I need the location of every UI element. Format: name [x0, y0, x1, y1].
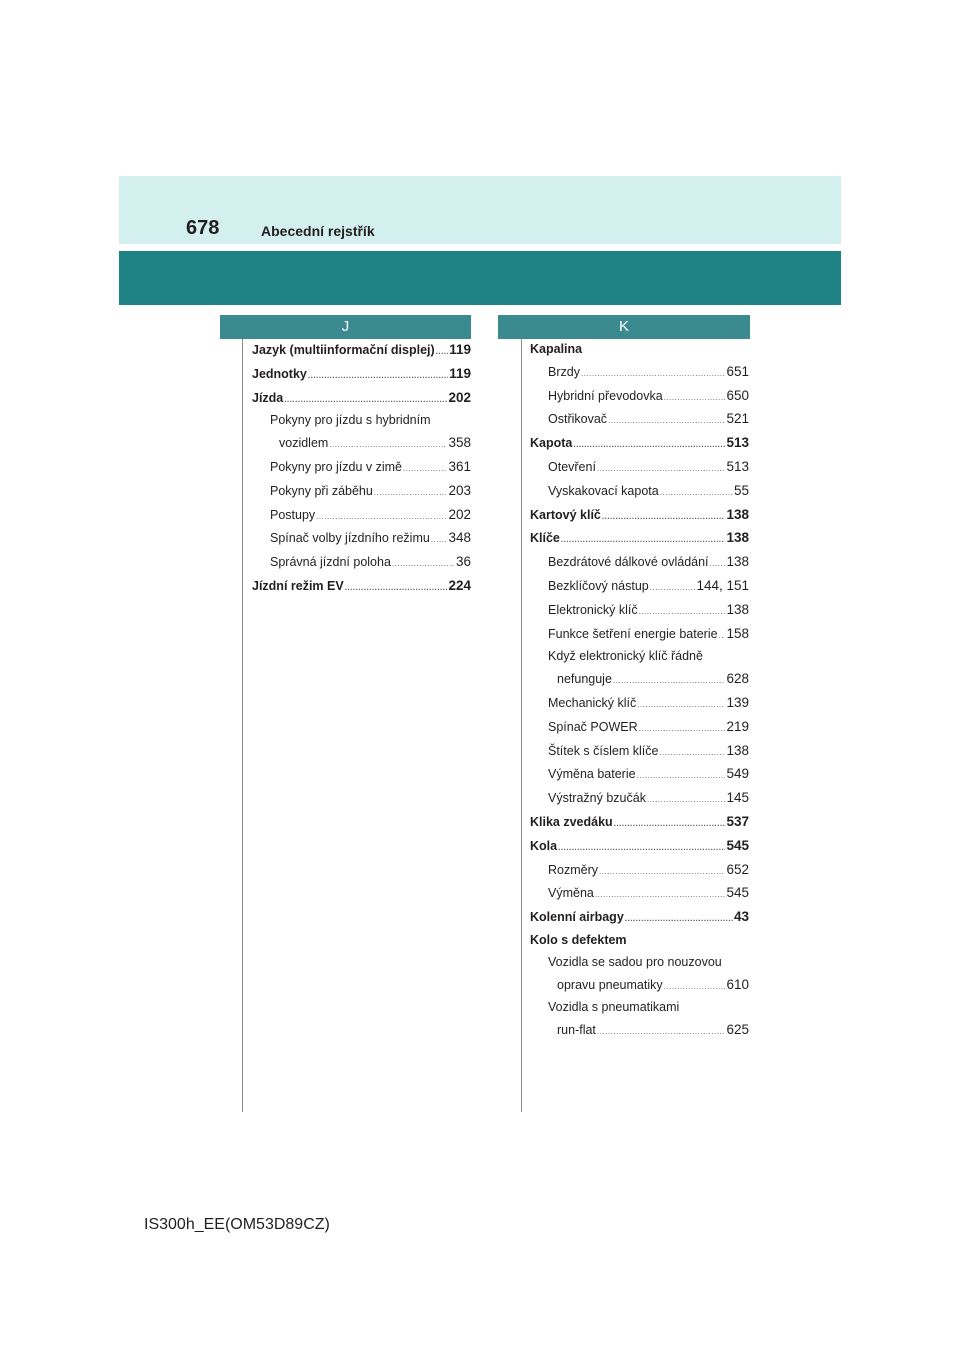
- index-entry: [530, 716, 749, 740]
- leader-dots: [719, 625, 726, 647]
- entry-page-number[interactable]: 43: [733, 909, 749, 925]
- page-title: Abecední rejstřík: [261, 223, 375, 239]
- index-entry: [530, 575, 749, 599]
- index-entry: [530, 480, 749, 504]
- index-entry: [530, 906, 749, 930]
- entry-page-number[interactable]: 521: [726, 411, 749, 427]
- entry-page-number[interactable]: 537: [726, 813, 749, 829]
- entry-page-number[interactable]: 545: [726, 837, 749, 853]
- leader-dots: [710, 553, 726, 575]
- index-entry: [252, 456, 471, 480]
- entry-label: Bezdrátové dálkové ovládání: [548, 555, 709, 570]
- entry-label: Výměna baterie: [548, 767, 636, 782]
- entry-label: Ostřikovač: [548, 412, 608, 427]
- entry-label: Elektronický klíč: [548, 602, 638, 617]
- leader-dots: [284, 389, 447, 411]
- leader-dots: [431, 529, 448, 551]
- index-entry: [530, 811, 749, 835]
- entry-label: Spínač volby jízdního režimu: [270, 531, 430, 546]
- entry-page-number[interactable]: 513: [726, 435, 749, 451]
- entry-page-number[interactable]: 545: [726, 885, 749, 901]
- header-band: [119, 251, 841, 305]
- leader-dots: [558, 837, 725, 859]
- entry-page-number[interactable]: 358: [448, 435, 471, 451]
- entry-page-number[interactable]: 145: [726, 790, 749, 806]
- index-entry: [530, 623, 749, 647]
- entry-page-number[interactable]: 628: [726, 671, 749, 687]
- entry-label: Pokyny pro jízdu v zimě: [270, 459, 402, 474]
- entry-label: Správná jízdní poloha: [270, 555, 391, 570]
- index-entry: [530, 763, 749, 787]
- leader-dots: [637, 765, 726, 787]
- entry-page-number[interactable]: 55: [733, 482, 749, 498]
- entry-label: Funkce šetření energie baterie: [548, 626, 718, 641]
- entry-page-number[interactable]: 610: [726, 976, 749, 992]
- entry-label: Výměna: [548, 886, 594, 901]
- leader-dots: [392, 553, 455, 575]
- entry-label: Vozidla s pneumatikami: [548, 1000, 680, 1015]
- index-entry: [530, 339, 749, 361]
- index-entry: [530, 1019, 749, 1043]
- entry-label: Jízdní režim EV: [252, 578, 344, 593]
- leader-dots: [602, 506, 726, 528]
- entry-label: Kapota: [530, 436, 573, 451]
- entry-label: Otevření: [548, 459, 596, 474]
- index-entry: [530, 504, 749, 528]
- section-header-k: K: [498, 315, 750, 339]
- index-entry: [530, 456, 749, 480]
- entry-page-number[interactable]: 219: [726, 718, 749, 734]
- index-entry: [530, 930, 749, 952]
- leader-dots: [308, 365, 448, 387]
- leader-dots: [374, 482, 448, 504]
- index-entry: [252, 480, 471, 504]
- leader-dots: [637, 694, 725, 716]
- index-entry: [530, 835, 749, 859]
- entry-page-number[interactable]: 513: [726, 458, 749, 474]
- leader-dots: [345, 577, 448, 599]
- entry-label: Mechanický klíč: [548, 695, 637, 710]
- entry-label: Klíče: [530, 531, 560, 546]
- index-entry: [252, 387, 471, 411]
- entry-page-number[interactable]: 119: [449, 365, 471, 381]
- leader-dots: [613, 670, 726, 692]
- index-entry: [530, 646, 749, 668]
- leader-dots: [403, 458, 447, 480]
- entry-page-number[interactable]: 139: [726, 694, 749, 710]
- entry-page-number[interactable]: 625: [726, 1022, 749, 1038]
- index-entry: [252, 527, 471, 551]
- index-entry: [530, 952, 749, 974]
- entry-page-number[interactable]: 202: [448, 389, 471, 405]
- index-entry: [252, 504, 471, 528]
- entry-page-number[interactable]: 224: [448, 577, 471, 593]
- entry-label: vozidlem: [279, 436, 329, 451]
- entry-label: Štítek s číslem klíče: [548, 743, 659, 758]
- leader-dots: [581, 363, 726, 385]
- leader-dots: [599, 861, 725, 883]
- entry-label: Jednotky: [252, 366, 307, 381]
- entry-label: run-flat: [557, 1023, 596, 1038]
- entry-page-number[interactable]: 138: [726, 601, 749, 617]
- page-number: 678: [186, 217, 220, 239]
- leader-dots: [660, 482, 733, 504]
- entry-page-number[interactable]: 119: [449, 342, 471, 357]
- entry-page-number[interactable]: 348: [448, 530, 471, 546]
- index-entry: [252, 551, 471, 575]
- leader-dots: [664, 387, 726, 409]
- index-entry: [530, 787, 749, 811]
- leader-dots: [647, 789, 726, 811]
- index-entry: [252, 410, 471, 432]
- entry-label: Kola: [530, 838, 558, 853]
- entry-page-number[interactable]: 138: [726, 554, 749, 570]
- index-entry: [252, 432, 471, 456]
- leader-dots: [573, 434, 725, 456]
- entry-page-number[interactable]: 144, 151: [696, 577, 749, 593]
- column-divider-left: [242, 338, 243, 1112]
- entry-page-number[interactable]: 138: [726, 530, 749, 546]
- index-entry: [530, 692, 749, 716]
- entry-label: Rozměry: [548, 862, 599, 877]
- index-entry: [530, 527, 749, 551]
- entry-label: Pokyny při záběhu: [270, 483, 373, 498]
- index-entry: [252, 575, 471, 599]
- index-entry: [252, 363, 471, 387]
- leader-dots: [595, 884, 726, 906]
- entry-label: Hybridní převodovka: [548, 388, 663, 403]
- leader-dots: [625, 908, 733, 930]
- leader-dots: [614, 813, 726, 835]
- entry-label: nefunguje: [557, 672, 612, 687]
- entry-label: Kolenní airbagy: [530, 910, 624, 925]
- leader-dots: [664, 976, 726, 998]
- leader-dots: [608, 410, 725, 432]
- index-entry: [530, 599, 749, 623]
- entry-page-number[interactable]: 203: [448, 482, 471, 498]
- index-entry: [530, 432, 749, 456]
- index-column-j: [252, 339, 471, 599]
- index-entry: [530, 408, 749, 432]
- leader-dots: [650, 577, 696, 599]
- index-entry: [530, 997, 749, 1019]
- entry-page-number[interactable]: 361: [448, 458, 471, 474]
- leader-dots: [639, 601, 726, 623]
- model-code: IS300h_EE(OM53D89CZ): [144, 1216, 330, 1233]
- entry-label: Klika zvedáku: [530, 814, 613, 829]
- section-header-j: J: [220, 315, 471, 339]
- entry-page-number[interactable]: 651: [726, 363, 749, 379]
- entry-page-number[interactable]: 138: [726, 506, 749, 522]
- leader-dots: [316, 506, 447, 528]
- entry-page-number[interactable]: 650: [726, 387, 749, 403]
- leader-dots: [436, 341, 449, 363]
- index-entry: [530, 859, 749, 883]
- entry-label: Postupy: [270, 507, 316, 522]
- entry-page-number[interactable]: 652: [726, 861, 749, 877]
- index-entry: [530, 551, 749, 575]
- leader-dots: [659, 742, 725, 764]
- index-entry: [530, 361, 749, 385]
- entry-page-number[interactable]: 36: [455, 554, 471, 570]
- entry-label: Jazyk (multiinformační displej): [252, 343, 435, 357]
- entry-label: Kapalina: [530, 342, 583, 356]
- leader-dots: [597, 458, 726, 480]
- entry-label: Kartový klíč: [530, 507, 601, 522]
- column-divider-right: [521, 338, 522, 1112]
- index-entry: [530, 668, 749, 692]
- index-entry: [530, 882, 749, 906]
- leader-dots: [597, 1021, 726, 1043]
- entry-label: Spínač POWER: [548, 719, 638, 734]
- entry-page-number[interactable]: 158: [726, 625, 749, 641]
- entry-label: Když elektronický klíč řádně: [548, 649, 703, 664]
- entry-label: Výstražný bzučák: [548, 791, 646, 806]
- entry-label: Vyskakovací kapota: [548, 483, 659, 498]
- index-entry: [530, 740, 749, 764]
- entry-label: Brzdy: [548, 364, 580, 379]
- leader-dots: [639, 718, 726, 740]
- entry-label: Kolo s defektem: [530, 932, 627, 947]
- leader-dots: [561, 529, 726, 551]
- entry-label: Pokyny pro jízdu s hybridním: [270, 413, 431, 428]
- entry-page-number[interactable]: 202: [448, 506, 471, 522]
- entry-label: Jízda: [252, 390, 284, 405]
- header-bar: [119, 176, 841, 244]
- entry-label: Bezklíčový nástup: [548, 578, 649, 593]
- index-column-k: [530, 339, 749, 1043]
- index-entry: [530, 974, 749, 998]
- index-entry: [530, 385, 749, 409]
- index-entry: [252, 339, 471, 363]
- leader-dots: [329, 434, 447, 456]
- entry-label: opravu pneumatiky: [557, 977, 663, 992]
- entry-label: Vozidla se sadou pro nouzovou: [548, 954, 722, 969]
- entry-page-number[interactable]: 138: [726, 742, 749, 758]
- entry-page-number[interactable]: 549: [726, 766, 749, 782]
